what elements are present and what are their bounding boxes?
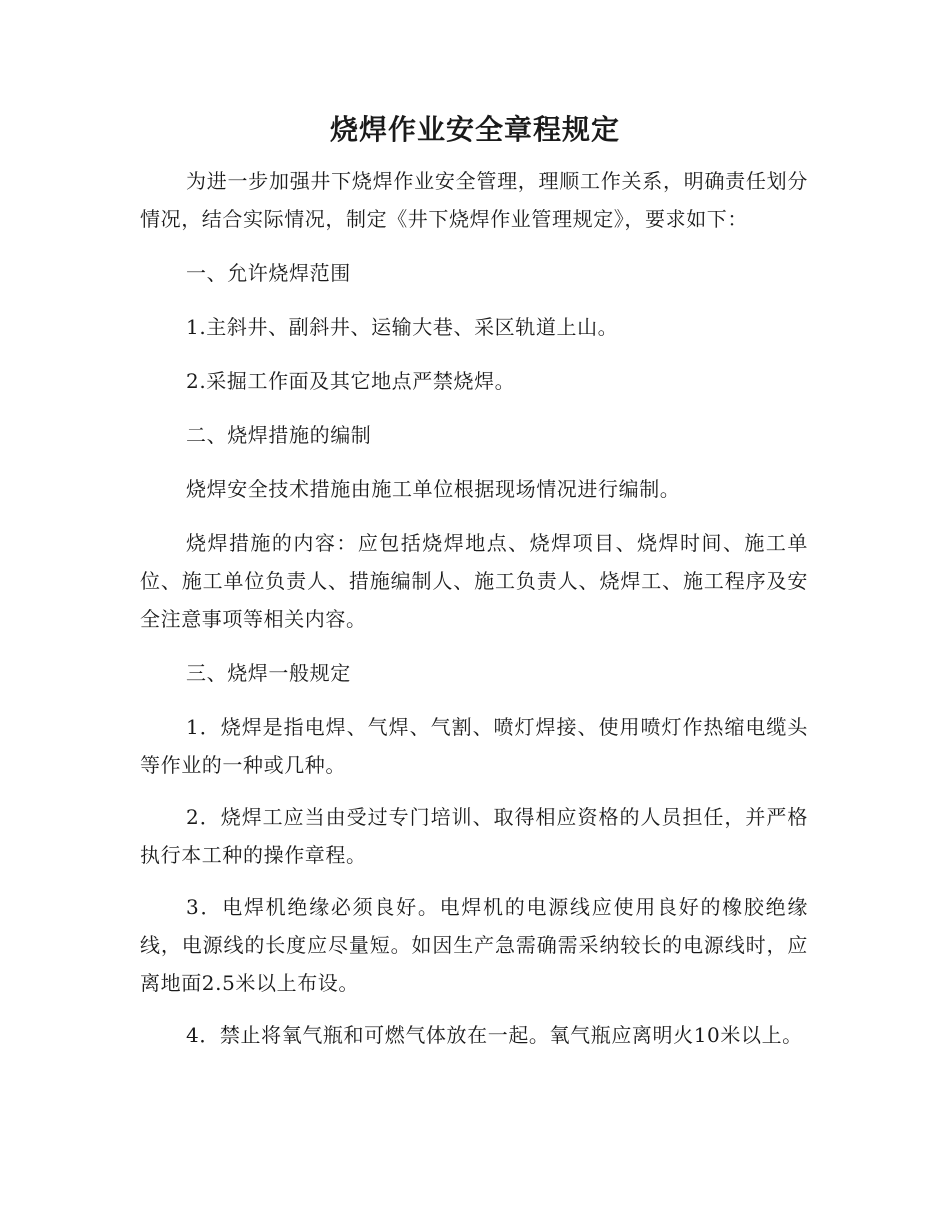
list-item: 4．禁止将氧气瓶和可燃气体放在一起。氧气瓶应离明火10米以上。 bbox=[186, 1023, 803, 1047]
list-item: 2.采掘工作面及其它地点严禁烧焊。 bbox=[186, 369, 516, 393]
body-paragraph: 烧焊安全技术措施由施工单位根据现场情况进行编制。 bbox=[186, 477, 681, 501]
document-body bbox=[140, 162, 808, 1068]
section-heading-3: 三、烧焊一般规定 bbox=[186, 661, 351, 685]
document-title: 烧焊作业安全章程规定 bbox=[329, 113, 620, 146]
list-item: 3．电焊机绝缘必须良好。电焊机的电源线应使用良好的橡胶绝缘线，电源线的长度应尽量短。如因生产急需确需采纳较长的电源线时，应离地面2.5米以上布设。 bbox=[140, 895, 808, 995]
list-item: 1.主斜井、副斜井、运输大巷、采区轨道上山。 bbox=[186, 315, 619, 339]
body-paragraph: 烧焊措施的内容：应包括烧焊地点、烧焊项目、烧焊时间、施工单位、施工单位负责人、措施编制人、施工负责人、烧焊工、施工程序及安全注意事项等相关内容。 bbox=[140, 531, 808, 631]
section-heading-1: 一、允许烧焊范围 bbox=[186, 261, 351, 285]
section-heading-2: 二、烧焊措施的编制 bbox=[186, 423, 372, 447]
list-item: 2．烧焊工应当由受过专门培训、取得相应资格的人员担任，并严格执行本工种的操作章程。 bbox=[140, 805, 808, 867]
list-item: 1．烧焊是指电焊、气焊、气割、喷灯焊接、使用喷灯作热缩电缆头等作业的一种或几种。 bbox=[140, 715, 808, 777]
intro-paragraph: 为进一步加强井下烧焊作业安全管理，理顺工作关系，明确责任划分情况，结合实际情况，制定《井下烧焊作业管理规定》，要求如下： bbox=[140, 169, 808, 231]
